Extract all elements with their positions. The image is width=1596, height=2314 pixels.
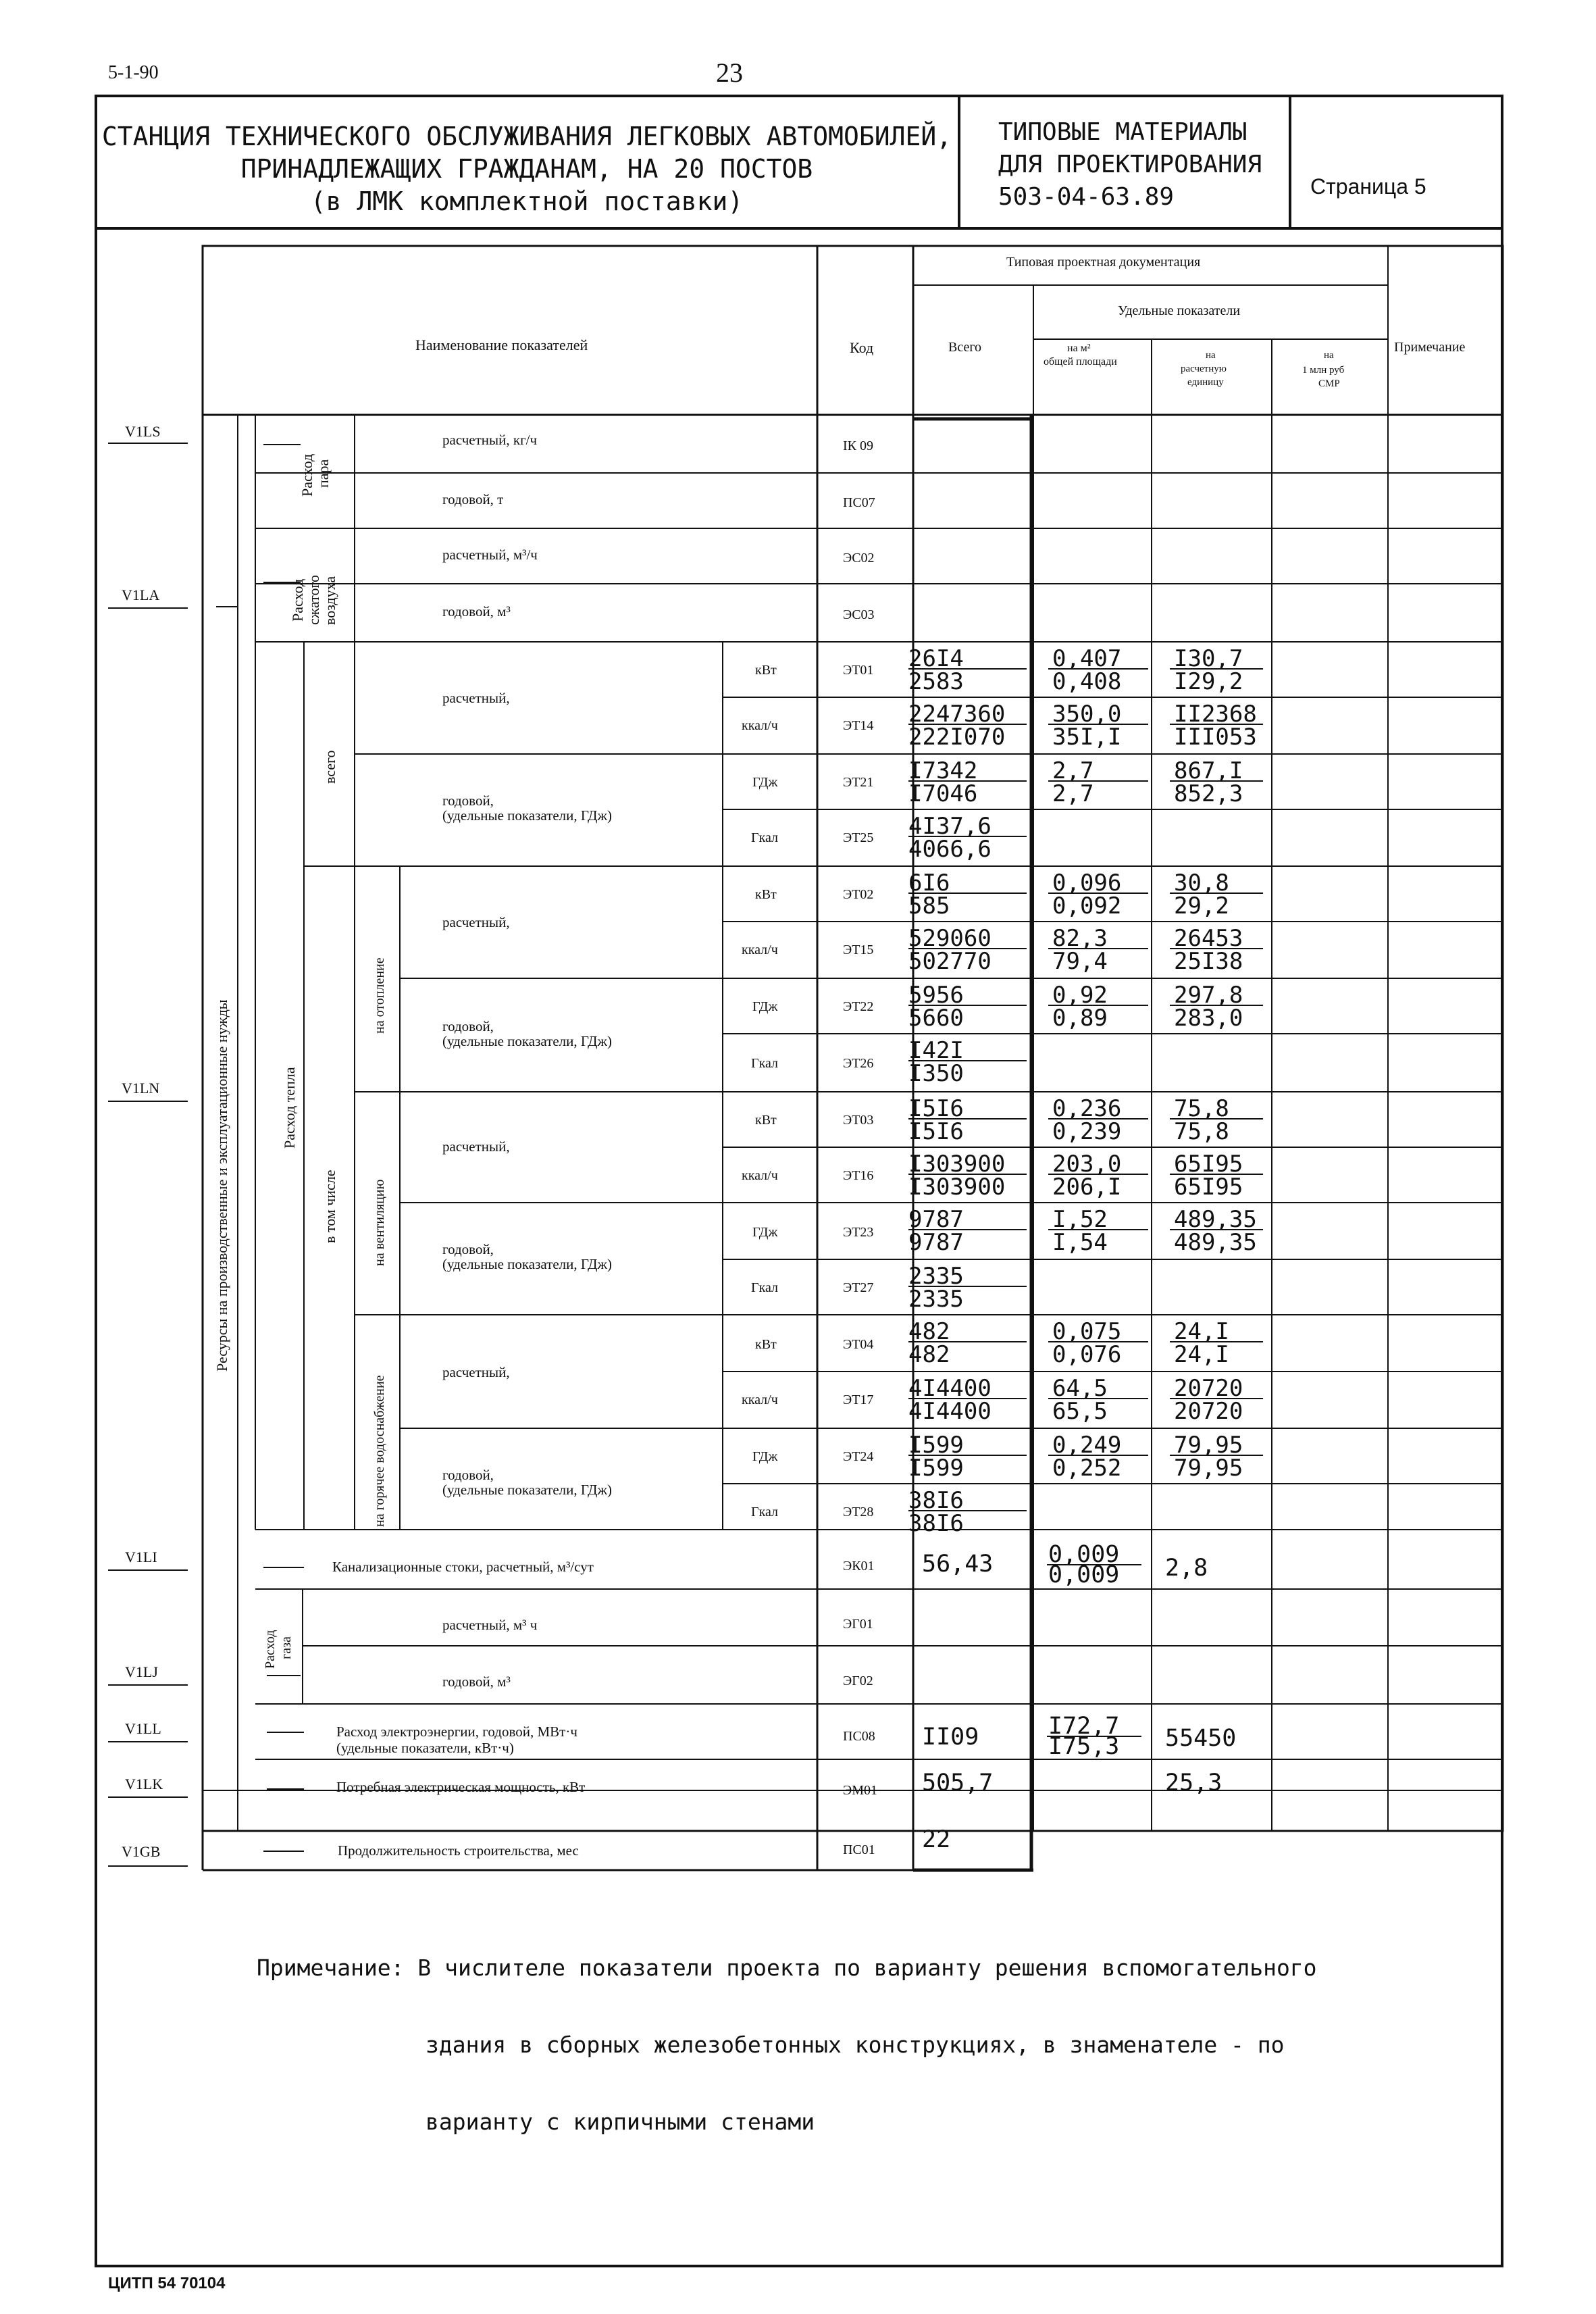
unit-label: ГДж	[752, 1225, 778, 1240]
row-code: ЭТ28	[843, 1505, 874, 1519]
vent-label: на вентиляцию	[372, 1179, 387, 1266]
row-code: ЭТ17	[843, 1392, 874, 1407]
value-numerator: 4I4400	[908, 1375, 992, 1402]
value-m2: I72,7	[1048, 1713, 1120, 1740]
bottom-values	[922, 1541, 1236, 1853]
value-denominator: 585	[908, 892, 950, 920]
gas-label-1: Расход	[263, 1630, 278, 1669]
unit-label: Гкал	[751, 830, 779, 845]
page-date: 5-1-90	[108, 62, 159, 83]
hotwater-label: на горячее водоснабжение	[372, 1375, 387, 1527]
value-denominator: 2335	[908, 1286, 964, 1313]
value-numerator: I303900	[908, 1151, 1006, 1178]
total-label: всего	[321, 750, 338, 784]
row-name: (удельные показатели, кВт·ч)	[336, 1740, 514, 1756]
series-line-1: ТИПОВЫЕ МАТЕРИАЛЫ	[998, 118, 1247, 146]
value-denominator: 502770	[908, 948, 992, 975]
row-code: ЭТ14	[843, 718, 874, 733]
value-denominator: 9787	[908, 1229, 964, 1256]
value-denominator: 0,252	[1052, 1455, 1122, 1482]
incl-label: в том числе	[321, 1169, 338, 1243]
value-denominator: 2583	[908, 668, 964, 695]
hdr-mln-c: СМР	[1318, 378, 1340, 389]
value-numerator: 203,0	[1052, 1151, 1122, 1178]
row-name: расчетный, м³ ч	[442, 1617, 538, 1633]
value-denominator: 29,2	[1174, 892, 1229, 920]
table-grid	[108, 246, 1503, 1870]
air-label-3: воздуха	[321, 576, 338, 625]
unit-label: кВт	[755, 663, 777, 678]
value-denominator: 852,3	[1174, 780, 1243, 807]
value-denominator: 0,092	[1052, 892, 1122, 920]
row-code: ЭТ01	[843, 663, 874, 678]
value-numerator: 65I95	[1174, 1151, 1243, 1178]
hdr-unit-c: единицу	[1187, 377, 1224, 388]
value-denominator: I29,2	[1174, 668, 1243, 695]
row-code: IК 09	[843, 438, 873, 453]
value-numerator: 24,I	[1174, 1318, 1229, 1345]
row-code: ЭТ27	[843, 1280, 874, 1295]
row-name: годовой,	[442, 1241, 494, 1257]
value-denominator: I,54	[1052, 1229, 1108, 1256]
value-numerator: 2335	[908, 1263, 964, 1290]
series-line-3: 503-04-63.89	[998, 183, 1175, 211]
value-numerator: 529060	[908, 925, 992, 952]
value-denominator: 0,076	[1052, 1341, 1122, 1368]
value-denominator: 65,5	[1052, 1398, 1108, 1425]
title-line-1: СТАНЦИЯ ТЕХНИЧЕСКОГО ОБСЛУЖИВАНИЯ ЛЕГКОВЫХ АВТОМОБИЛЕЙ,	[101, 122, 952, 151]
air-label-1: Расход	[289, 578, 306, 622]
value-numerator: 2247360	[908, 701, 1006, 728]
title-line-2: ПРИНАДЛЕЖАЩИХ ГРАЖДАНАМ, НА 20 ПОСТОВ	[240, 154, 813, 184]
value-denominator: 65I95	[1174, 1174, 1243, 1201]
footer-code: ЦИТП 54 70104	[108, 2274, 226, 2292]
row-name: расчетный, м³/ч	[442, 547, 538, 563]
value-total: 505,7	[922, 1769, 994, 1796]
sheet-label: Страница 5	[1310, 174, 1426, 199]
hdr-specific: Удельные показатели	[1118, 303, 1241, 318]
margin-code: V1LL	[125, 1720, 161, 1737]
hdr-m2-a: на м²	[1067, 343, 1091, 354]
value-denominator: 283,0	[1174, 1005, 1243, 1032]
row-name: годовой, т	[442, 491, 504, 507]
value-denominator: 35I,I	[1052, 724, 1122, 751]
air-label-2: сжатого	[305, 575, 322, 625]
row-code: ЭТ26	[843, 1056, 874, 1071]
page-number: 23	[716, 57, 743, 88]
resources-label: Ресурсы на производственные и эксплуатационные нужды	[213, 999, 230, 1372]
unit-label: кВт	[755, 1337, 777, 1352]
row-code: ЭТ16	[843, 1168, 874, 1183]
hdr-m2-b: общей площади	[1044, 356, 1117, 368]
value-denominator: I599	[908, 1455, 964, 1482]
value-m2: 0,009	[1048, 1541, 1120, 1568]
value-denominator: 38I6	[908, 1510, 964, 1537]
hdr-total: Всего	[948, 340, 982, 355]
hdr-mln-a: на	[1324, 350, 1334, 361]
margin-code: V1LK	[125, 1776, 163, 1792]
value-denominator: I303900	[908, 1174, 1006, 1201]
margin-code: V1LA	[122, 586, 160, 603]
row-name: Продолжительность строительства, мес	[338, 1842, 579, 1859]
value-numerator: I30,7	[1174, 645, 1243, 672]
row-code: ЭГ02	[843, 1674, 873, 1688]
hdr-name: Наименование показателей	[415, 336, 588, 353]
value-numerator: 26I4	[908, 645, 964, 672]
value-m2: I75,3	[1048, 1733, 1120, 1760]
value-numerator: 20720	[1174, 1375, 1243, 1402]
value-numerator: 489,35	[1174, 1206, 1257, 1233]
row-code: ЭМ01	[843, 1783, 877, 1798]
hdr-mln-b: 1 млн руб	[1302, 365, 1345, 376]
unit-label: Гкал	[751, 1280, 779, 1295]
value-denominator: 4066,6	[908, 836, 992, 863]
row-name: Канализационные стоки, расчетный, м³/сут	[332, 1559, 594, 1575]
value-numerator: 82,3	[1052, 925, 1108, 952]
value-total: 22	[922, 1826, 951, 1853]
value-denominator: 222I070	[908, 724, 1006, 751]
margin-code: V1GB	[122, 1843, 161, 1860]
value-total: II09	[922, 1724, 979, 1751]
row-name: (удельные показатели, ГДж)	[442, 1256, 613, 1272]
steam-label-1: Расход	[299, 453, 315, 497]
value-numerator: 9787	[908, 1206, 964, 1233]
value-numerator: I7342	[908, 757, 978, 784]
value-numerator: 0,249	[1052, 1432, 1122, 1459]
value-denominator: I5I6	[908, 1118, 964, 1145]
value-unit: 25,3	[1165, 1769, 1222, 1796]
row-code: ЭТ24	[843, 1449, 874, 1464]
series-line-2: ДЛЯ ПРОЕКТИРОВАНИЯ	[998, 151, 1262, 178]
footnote-line-3: варианту с кирпичными стенами	[426, 2109, 815, 2135]
unit-label: кВт	[755, 1113, 777, 1128]
hdr-unit-b: расчетную	[1181, 363, 1227, 374]
row-code: ПС07	[843, 495, 875, 510]
row-code: ЭС03	[843, 607, 875, 622]
row-name: годовой,	[442, 1467, 494, 1483]
value-denominator: 482	[908, 1341, 950, 1368]
value-numerator: 867,I	[1174, 757, 1243, 784]
value-numerator: II2368	[1174, 701, 1257, 728]
heat-label: Расход тепла	[281, 1067, 298, 1149]
value-numerator: 4I37,6	[908, 813, 992, 840]
unit-label: ккал/ч	[742, 942, 778, 957]
heating-label: на отопление	[372, 957, 387, 1034]
value-numerator: 0,236	[1052, 1095, 1122, 1122]
row-code: ПС08	[843, 1729, 875, 1744]
row-code: ЭС02	[843, 551, 875, 565]
hdr-code: Код	[850, 339, 874, 356]
row-name: Расход электроэнергии, годовой, МВт·ч	[336, 1724, 577, 1740]
value-numerator: 2,7	[1052, 757, 1094, 784]
value-denominator: 75,8	[1174, 1118, 1229, 1145]
row-name: (удельные показатели, ГДж)	[442, 807, 613, 824]
row-code: ЭТ25	[843, 830, 874, 845]
value-unit: 2,8	[1165, 1555, 1208, 1582]
value-numerator: 6I6	[908, 870, 950, 897]
row-names	[332, 432, 612, 1859]
value-m2: 0,009	[1048, 1561, 1120, 1588]
value-denominator: 25I38	[1174, 948, 1243, 975]
row-name: расчетный,	[442, 690, 510, 706]
row-code: ЭТ23	[843, 1225, 874, 1240]
row-name: расчетный,	[442, 1364, 510, 1380]
value-denominator: 4I4400	[908, 1398, 992, 1425]
value-numerator: 30,8	[1174, 870, 1229, 897]
value-numerator: 297,8	[1174, 982, 1243, 1009]
value-denominator: 79,95	[1174, 1455, 1243, 1482]
value-denominator: 0,408	[1052, 668, 1122, 695]
row-code: ЭТ02	[843, 887, 874, 902]
value-denominator: 206,I	[1052, 1174, 1122, 1201]
unit-label: ккал/ч	[742, 1168, 778, 1183]
value-numerator: 482	[908, 1318, 950, 1345]
value-numerator: 0,407	[1052, 645, 1122, 672]
value-denominator: 2,7	[1052, 780, 1094, 807]
value-denominator: 24,I	[1174, 1341, 1229, 1368]
row-name: (удельные показатели, ГДж)	[442, 1482, 613, 1498]
row-code: ЭТ04	[843, 1337, 874, 1352]
row-name: расчетный,	[442, 1138, 510, 1155]
row-name: расчетный, кг/ч	[442, 432, 538, 448]
row-name: годовой, м³	[442, 603, 511, 620]
margin-code: V1LJ	[125, 1663, 158, 1680]
value-unit: 55450	[1165, 1725, 1237, 1752]
row-name: годовой, м³	[442, 1674, 511, 1690]
margin-code: V1LN	[122, 1080, 160, 1097]
value-denominator: 5660	[908, 1005, 964, 1032]
unit-label: кВт	[755, 887, 777, 902]
value-numerator: 0,096	[1052, 870, 1122, 897]
unit-label: ккал/ч	[742, 1392, 778, 1407]
value-numerator: I599	[908, 1432, 964, 1459]
row-code: ЭК01	[843, 1559, 875, 1574]
footnote-line-1: Примечание: В числителе показатели проекта по варианту решения вспомогательного	[257, 1955, 1317, 1981]
value-numerator: 26453	[1174, 925, 1243, 952]
value-denominator: 489,35	[1174, 1229, 1257, 1256]
value-numerator: 5956	[908, 982, 964, 1009]
value-denominator: III053	[1174, 724, 1257, 751]
value-denominator: 0,239	[1052, 1118, 1122, 1145]
unit-label: Гкал	[751, 1056, 779, 1071]
unit-label: ГДж	[752, 999, 778, 1014]
hdr-unit-a: на	[1206, 350, 1216, 361]
row-name: годовой,	[442, 793, 494, 809]
value-denominator: I350	[908, 1060, 964, 1087]
unit-label: ГДж	[752, 775, 778, 790]
footnote	[257, 1904, 1317, 2161]
value-numerator: 79,95	[1174, 1432, 1243, 1459]
row-name: (удельные показатели, ГДж)	[442, 1033, 613, 1049]
margin-code: V1LI	[125, 1549, 157, 1565]
value-denominator: 0,89	[1052, 1005, 1108, 1032]
margin-code: V1LS	[125, 423, 161, 440]
value-numerator: 64,5	[1052, 1375, 1108, 1402]
title-line-3: (в ЛМК комплектной поставки)	[310, 186, 744, 216]
value-denominator: 79,4	[1052, 948, 1108, 975]
margin-codes	[122, 423, 163, 1860]
value-numerator: 350,0	[1052, 701, 1122, 728]
unit-label: Гкал	[751, 1505, 779, 1519]
row-code: ЭТ22	[843, 999, 874, 1014]
unit-label: ккал/ч	[742, 718, 778, 733]
row-code: ПС01	[843, 1842, 875, 1857]
steam-label-2: пара	[315, 459, 332, 488]
row-code: ЭТ15	[843, 942, 874, 957]
hdr-note: Примечание	[1394, 340, 1466, 355]
hdr-group: Типовая проектная документация	[1006, 255, 1201, 270]
row-name: Потребная электрическая мощность, кВт	[336, 1779, 586, 1795]
value-numerator: 0,92	[1052, 982, 1108, 1009]
value-numerator: I5I6	[908, 1095, 964, 1122]
row-code: ЭГ01	[843, 1617, 873, 1632]
row-name: расчетный,	[442, 914, 510, 930]
value-numerator: 0,075	[1052, 1318, 1122, 1345]
value-numerator: 38I6	[908, 1487, 964, 1514]
row-name: годовой,	[442, 1018, 494, 1034]
value-denominator: 20720	[1174, 1398, 1243, 1425]
gas-label-2: газа	[279, 1636, 294, 1659]
value-numerator: 75,8	[1174, 1095, 1229, 1122]
row-code: ЭТ21	[843, 775, 874, 790]
row-code: ЭТ03	[843, 1113, 874, 1128]
value-total: 56,43	[922, 1551, 994, 1578]
value-numerator: I42I	[908, 1037, 964, 1064]
value-numerator: I,52	[1052, 1206, 1108, 1233]
value-denominator: I7046	[908, 780, 978, 807]
footnote-line-2: здания в сборных железобетонных конструкциях, в знаменателе - по	[426, 2032, 1285, 2058]
unit-label: ГДж	[752, 1449, 778, 1464]
